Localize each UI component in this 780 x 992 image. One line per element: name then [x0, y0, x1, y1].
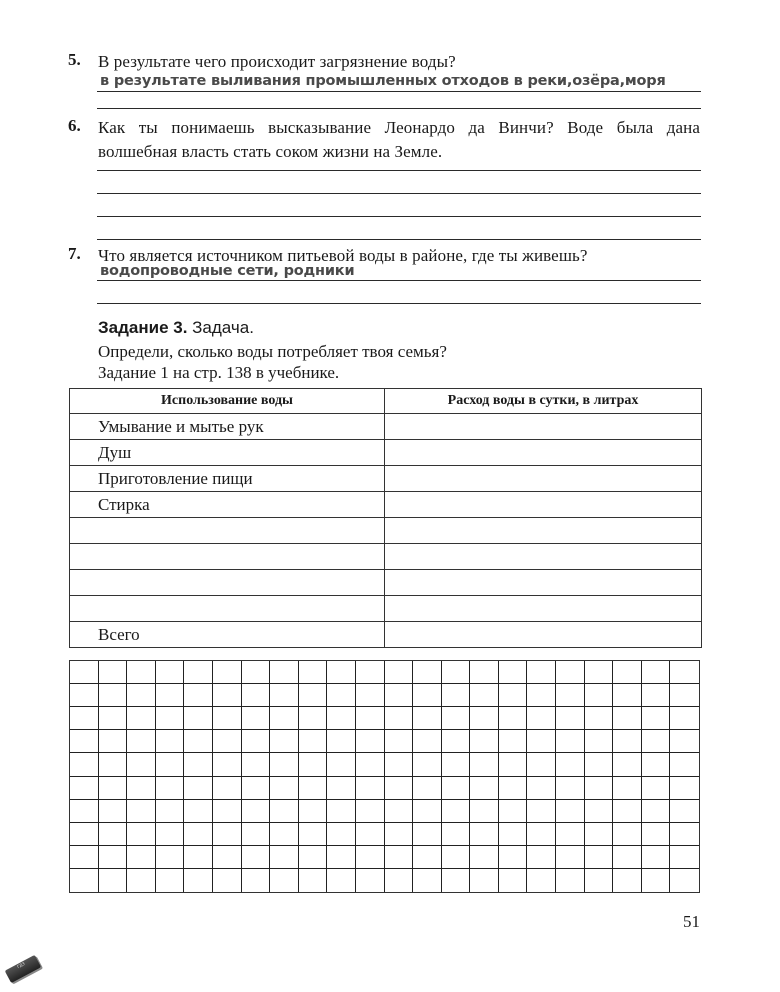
answer-line[interactable] — [97, 193, 701, 194]
grid-cell[interactable] — [585, 684, 614, 707]
grid-cell[interactable] — [556, 777, 585, 800]
grid-cell[interactable] — [127, 707, 156, 730]
answer-line[interactable] — [97, 303, 701, 304]
grid-cell[interactable] — [499, 661, 528, 684]
answer-line[interactable] — [97, 239, 701, 240]
grid-cell[interactable] — [642, 777, 671, 800]
grid-cell[interactable] — [156, 661, 185, 684]
liters-cell[interactable] — [385, 596, 702, 622]
grid-cell[interactable] — [213, 846, 242, 869]
grid-cell[interactable] — [213, 869, 242, 892]
grid-cell[interactable] — [327, 846, 356, 869]
grid-cell[interactable] — [99, 661, 128, 684]
liters-cell[interactable] — [385, 492, 702, 518]
grid-cell[interactable] — [156, 707, 185, 730]
liters-cell[interactable] — [385, 466, 702, 492]
question-6-text: Как ты понимаешь высказывание Леонардо да Винчи? Воде была дана волшебная власть стать соком жизни на Земле. — [98, 118, 700, 161]
grid-cell[interactable] — [413, 823, 442, 846]
grid-cell[interactable] — [442, 707, 471, 730]
grid-cell[interactable] — [670, 823, 699, 846]
grid-cell[interactable] — [356, 661, 385, 684]
question-5-answer[interactable]: в результате выливания промышленных отходов в реки,озёра,моря — [100, 73, 666, 89]
grid-cell[interactable] — [670, 661, 699, 684]
grid-cell[interactable] — [70, 684, 99, 707]
grid-cell[interactable] — [184, 730, 213, 753]
grid-cell[interactable] — [499, 800, 528, 823]
column-header-usage: Использование воды — [70, 389, 385, 414]
grid-cell[interactable] — [385, 823, 414, 846]
grid-cell[interactable] — [527, 684, 556, 707]
grid-cell[interactable] — [613, 753, 642, 776]
grid-cell[interactable] — [413, 707, 442, 730]
grid-cell[interactable] — [356, 753, 385, 776]
grid-cell[interactable] — [242, 823, 271, 846]
grid-cell[interactable] — [270, 846, 299, 869]
grid-cell[interactable] — [442, 800, 471, 823]
grid-cell[interactable] — [585, 661, 614, 684]
grid-cell[interactable] — [556, 730, 585, 753]
task-reference: Задание 1 на стр. 138 в учебнике. — [98, 363, 340, 382]
grid-cell[interactable] — [270, 800, 299, 823]
grid-cell[interactable] — [385, 707, 414, 730]
grid-cell[interactable] — [670, 846, 699, 869]
table-row — [70, 440, 702, 466]
grid-cell[interactable] — [327, 730, 356, 753]
grid-cell[interactable] — [670, 869, 699, 892]
grid-cell[interactable] — [470, 684, 499, 707]
liters-cell[interactable] — [385, 414, 702, 440]
grid-cell[interactable] — [642, 661, 671, 684]
grid-cell[interactable] — [213, 823, 242, 846]
grid-cell[interactable] — [670, 777, 699, 800]
grid-cell[interactable] — [299, 753, 328, 776]
grid-cell[interactable] — [156, 846, 185, 869]
task-instruction: Определи, сколько воды потребляет твоя семья? — [98, 342, 447, 361]
grid-cell[interactable] — [184, 684, 213, 707]
grid-cell[interactable] — [499, 730, 528, 753]
grid-cell[interactable] — [527, 869, 556, 892]
answer-line — [97, 91, 701, 92]
grid-cell[interactable] — [184, 707, 213, 730]
task-title — [98, 318, 254, 338]
grid-cell[interactable] — [327, 661, 356, 684]
grid-cell[interactable] — [356, 823, 385, 846]
usage-cell[interactable] — [70, 518, 385, 544]
question-7-answer[interactable]: водопроводные сети, родники — [100, 263, 355, 279]
grid-cell[interactable] — [270, 707, 299, 730]
grid-cell[interactable] — [642, 730, 671, 753]
liters-cell[interactable] — [385, 518, 702, 544]
task-title-rest: Задача. — [187, 318, 254, 337]
table-row — [70, 414, 702, 440]
grid-cell[interactable] — [299, 869, 328, 892]
grid-cell[interactable] — [242, 800, 271, 823]
grid-cell[interactable] — [499, 684, 528, 707]
grid-cell[interactable] — [356, 846, 385, 869]
total-liters-cell[interactable] — [385, 622, 702, 648]
grid-cell[interactable] — [99, 730, 128, 753]
grid-cell[interactable] — [585, 869, 614, 892]
liters-cell[interactable] — [385, 440, 702, 466]
grid-cell[interactable] — [670, 684, 699, 707]
grid-cell[interactable] — [184, 846, 213, 869]
answer-line — [97, 280, 701, 281]
calculation-grid[interactable] — [69, 660, 700, 893]
grid-cell[interactable] — [413, 777, 442, 800]
usage-cell: Стирка — [70, 492, 385, 518]
grid-cell[interactable] — [156, 684, 185, 707]
grid-cell[interactable] — [442, 684, 471, 707]
grid-cell[interactable] — [442, 753, 471, 776]
grid-cell[interactable] — [442, 846, 471, 869]
grid-cell[interactable] — [242, 869, 271, 892]
grid-cell[interactable] — [585, 707, 614, 730]
grid-cell[interactable] — [184, 869, 213, 892]
liters-cell[interactable] — [385, 570, 702, 596]
grid-cell[interactable] — [327, 707, 356, 730]
table-row — [70, 596, 702, 622]
grid-cell[interactable] — [413, 800, 442, 823]
grid-cell[interactable] — [356, 800, 385, 823]
grid-cell[interactable] — [385, 730, 414, 753]
grid-cell[interactable] — [327, 753, 356, 776]
grid-cell[interactable] — [327, 823, 356, 846]
grid-cell[interactable] — [127, 846, 156, 869]
usage-cell[interactable] — [70, 570, 385, 596]
logo-text: ГДЗ — [16, 960, 26, 970]
grid-cell[interactable] — [299, 661, 328, 684]
grid-cell[interactable] — [585, 800, 614, 823]
grid-cell[interactable] — [470, 753, 499, 776]
answer-line[interactable] — [97, 216, 701, 217]
total-label-cell: Всего — [70, 622, 385, 648]
grid-cell[interactable] — [527, 846, 556, 869]
grid-cell[interactable] — [127, 730, 156, 753]
grid-cell[interactable] — [585, 846, 614, 869]
grid-cell[interactable] — [99, 869, 128, 892]
grid-cell[interactable] — [413, 661, 442, 684]
grid-cell[interactable] — [613, 684, 642, 707]
grid-cell[interactable] — [99, 684, 128, 707]
grid-cell[interactable] — [127, 753, 156, 776]
grid-cell[interactable] — [156, 777, 185, 800]
grid-cell[interactable] — [70, 730, 99, 753]
grid-cell[interactable] — [556, 823, 585, 846]
grid-cell[interactable] — [585, 753, 614, 776]
answer-line — [97, 108, 701, 109]
grid-cell[interactable] — [242, 707, 271, 730]
grid-cell[interactable] — [356, 869, 385, 892]
grid-cell[interactable] — [642, 707, 671, 730]
grid-cell[interactable] — [213, 730, 242, 753]
grid-cell[interactable] — [527, 730, 556, 753]
usage-cell[interactable] — [70, 544, 385, 570]
grid-cell[interactable] — [184, 753, 213, 776]
grid-cell[interactable] — [499, 777, 528, 800]
grid-cell[interactable] — [613, 661, 642, 684]
grid-cell[interactable] — [470, 661, 499, 684]
grid-cell[interactable] — [613, 846, 642, 869]
grid-cell[interactable] — [527, 753, 556, 776]
grid-cell[interactable] — [499, 846, 528, 869]
grid-cell[interactable] — [270, 869, 299, 892]
grid-cell[interactable] — [70, 846, 99, 869]
grid-cell[interactable] — [270, 661, 299, 684]
grid-cell[interactable] — [270, 753, 299, 776]
grid-cell[interactable] — [70, 753, 99, 776]
grid-cell[interactable] — [70, 823, 99, 846]
grid-cell[interactable] — [413, 730, 442, 753]
grid-cell[interactable] — [242, 661, 271, 684]
grid-cell[interactable] — [556, 869, 585, 892]
grid-cell[interactable] — [585, 777, 614, 800]
grid-cell[interactable] — [642, 846, 671, 869]
grid-cell[interactable] — [470, 777, 499, 800]
grid-cell[interactable] — [327, 684, 356, 707]
grid-cell[interactable] — [642, 800, 671, 823]
grid-cell[interactable] — [499, 869, 528, 892]
task-title-bold: Задание 3. — [98, 318, 188, 337]
table-row — [70, 518, 702, 544]
publisher-logo-icon — [5, 955, 42, 983]
grid-cell[interactable] — [213, 661, 242, 684]
grid-cell[interactable] — [413, 753, 442, 776]
grid-cell[interactable] — [70, 661, 99, 684]
grid-cell[interactable] — [356, 777, 385, 800]
grid-cell[interactable] — [470, 823, 499, 846]
grid-cell[interactable] — [127, 684, 156, 707]
grid-cell[interactable] — [613, 800, 642, 823]
grid-cell[interactable] — [385, 800, 414, 823]
grid-cell[interactable] — [613, 707, 642, 730]
page-number: 51 — [683, 912, 700, 931]
grid-cell[interactable] — [413, 846, 442, 869]
grid-cell[interactable] — [613, 777, 642, 800]
grid-cell[interactable] — [385, 684, 414, 707]
grid-cell[interactable] — [270, 823, 299, 846]
grid-cell[interactable] — [556, 846, 585, 869]
grid-cell[interactable] — [127, 661, 156, 684]
grid-cell[interactable] — [184, 823, 213, 846]
grid-cell[interactable] — [99, 846, 128, 869]
grid-cell[interactable] — [585, 730, 614, 753]
grid-cell[interactable] — [270, 730, 299, 753]
grid-cell[interactable] — [527, 777, 556, 800]
grid-cell[interactable] — [127, 823, 156, 846]
grid-cell[interactable] — [156, 800, 185, 823]
grid-cell[interactable] — [242, 777, 271, 800]
usage-cell[interactable] — [70, 596, 385, 622]
table-row — [70, 492, 702, 518]
grid-cell[interactable] — [470, 846, 499, 869]
grid-cell[interactable] — [670, 753, 699, 776]
grid-cell[interactable] — [527, 823, 556, 846]
grid-cell[interactable] — [299, 777, 328, 800]
grid-cell[interactable] — [585, 823, 614, 846]
table-row — [70, 466, 702, 492]
grid-cell[interactable] — [642, 684, 671, 707]
grid-cell[interactable] — [184, 800, 213, 823]
grid-cell[interactable] — [327, 869, 356, 892]
grid-cell[interactable] — [613, 869, 642, 892]
grid-cell[interactable] — [70, 777, 99, 800]
grid-cell[interactable] — [242, 753, 271, 776]
grid-cell[interactable] — [213, 707, 242, 730]
column-header-liters: Расход воды в сутки, в литрах — [385, 389, 702, 414]
grid-cell[interactable] — [127, 869, 156, 892]
question-5-text: В результате чего происходит загрязнение воды? — [98, 52, 456, 71]
grid-cell[interactable] — [442, 777, 471, 800]
grid-cell[interactable] — [127, 800, 156, 823]
grid-cell[interactable] — [642, 823, 671, 846]
question-6-number: 6. — [68, 116, 81, 135]
grid-cell[interactable] — [99, 753, 128, 776]
grid-cell[interactable] — [670, 800, 699, 823]
grid-cell[interactable] — [299, 846, 328, 869]
grid-cell[interactable] — [299, 707, 328, 730]
table-header-row — [70, 389, 702, 414]
grid-cell[interactable] — [356, 684, 385, 707]
grid-cell[interactable] — [470, 800, 499, 823]
grid-cell[interactable] — [556, 800, 585, 823]
grid-cell[interactable] — [413, 684, 442, 707]
grid-cell[interactable] — [556, 684, 585, 707]
grid-cell[interactable] — [613, 730, 642, 753]
grid-cell[interactable] — [670, 730, 699, 753]
grid-cell[interactable] — [270, 777, 299, 800]
grid-cell[interactable] — [613, 823, 642, 846]
grid-cell[interactable] — [442, 661, 471, 684]
grid-cell[interactable] — [670, 707, 699, 730]
grid-cell[interactable] — [299, 684, 328, 707]
grid-cell[interactable] — [156, 823, 185, 846]
grid-cell[interactable] — [385, 753, 414, 776]
grid-cell[interactable] — [499, 707, 528, 730]
grid-cell[interactable] — [156, 869, 185, 892]
grid-cell[interactable] — [156, 730, 185, 753]
grid-cell[interactable] — [213, 753, 242, 776]
grid-cell[interactable] — [156, 753, 185, 776]
grid-cell[interactable] — [356, 707, 385, 730]
grid-cell[interactable] — [642, 753, 671, 776]
grid-cell[interactable] — [213, 684, 242, 707]
grid-cell[interactable] — [242, 730, 271, 753]
grid-cell[interactable] — [442, 730, 471, 753]
grid-cell[interactable] — [299, 730, 328, 753]
grid-cell[interactable] — [70, 707, 99, 730]
grid-cell[interactable] — [527, 661, 556, 684]
answer-line[interactable] — [97, 170, 701, 171]
question-5-number: 5. — [68, 50, 81, 69]
grid-cell[interactable] — [385, 846, 414, 869]
grid-cell[interactable] — [556, 707, 585, 730]
grid-cell[interactable] — [499, 823, 528, 846]
grid-cell[interactable] — [327, 777, 356, 800]
grid-cell[interactable] — [385, 777, 414, 800]
grid-cell[interactable] — [99, 777, 128, 800]
table-row — [70, 570, 702, 596]
grid-cell[interactable] — [242, 846, 271, 869]
question-7-number: 7. — [68, 244, 81, 263]
grid-cell[interactable] — [99, 707, 128, 730]
grid-cell[interactable] — [99, 823, 128, 846]
grid-cell[interactable] — [70, 869, 99, 892]
grid-cell[interactable] — [442, 869, 471, 892]
grid-cell[interactable] — [184, 777, 213, 800]
grid-cell[interactable] — [499, 753, 528, 776]
grid-cell[interactable] — [242, 684, 271, 707]
grid-cell[interactable] — [127, 777, 156, 800]
grid-cell[interactable] — [527, 707, 556, 730]
grid-cell[interactable] — [470, 730, 499, 753]
question-7-text: Что является источником питьевой воды в районе, где ты живешь? — [98, 246, 588, 265]
grid-cell[interactable] — [642, 869, 671, 892]
liters-cell[interactable] — [385, 544, 702, 570]
grid-cell[interactable] — [356, 730, 385, 753]
usage-cell: Приготовление пищи — [70, 466, 385, 492]
grid-cell[interactable] — [385, 661, 414, 684]
table-row-total — [70, 622, 702, 648]
table-row — [70, 544, 702, 570]
usage-cell: Душ — [70, 440, 385, 466]
grid-cell[interactable] — [327, 800, 356, 823]
grid-cell[interactable] — [556, 753, 585, 776]
grid-cell[interactable] — [213, 800, 242, 823]
grid-cell[interactable] — [413, 869, 442, 892]
grid-cell[interactable] — [270, 684, 299, 707]
grid-cell[interactable] — [213, 777, 242, 800]
grid-cell[interactable] — [527, 800, 556, 823]
water-usage-table — [69, 388, 702, 648]
grid-cell[interactable] — [184, 661, 213, 684]
grid-cell[interactable] — [470, 707, 499, 730]
grid-cell[interactable] — [70, 800, 99, 823]
grid-cell[interactable] — [470, 869, 499, 892]
grid-cell[interactable] — [556, 661, 585, 684]
usage-cell: Умывание и мытье рук — [70, 414, 385, 440]
grid-cell[interactable] — [299, 800, 328, 823]
grid-cell[interactable] — [385, 869, 414, 892]
grid-cell[interactable] — [99, 800, 128, 823]
grid-cell[interactable] — [442, 823, 471, 846]
grid-cell[interactable] — [299, 823, 328, 846]
